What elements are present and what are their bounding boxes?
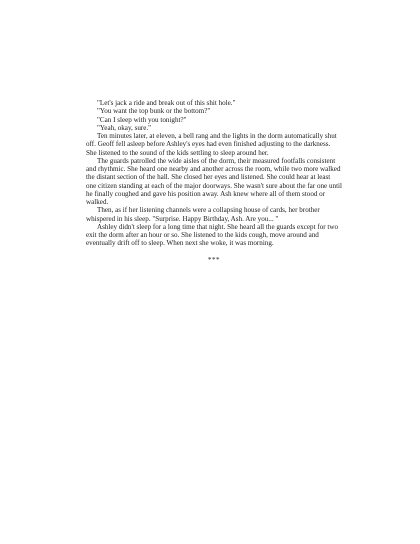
section-separator: *** <box>207 255 221 264</box>
paragraph-8: Ashley didn't sleep for a long time that night. She heard all the guards except for two exit the dorm after an hour or so. She listened to the kids cough, move around and eventually drift off to sleep. When next she woke, it was morning. <box>86 222 339 248</box>
paragraph-1: "Let's jack a ride and break out of this shit hole." <box>97 99 236 107</box>
paragraph-2: "You want the top bunk or the bottom?" <box>97 107 211 116</box>
paragraph-7: Then, as if her listening channels were a collapsing house of cards, her brother whispered in his sleep. "Surprise. Happy Birthday, Ash. Are you... " <box>86 206 320 223</box>
paragraph-4: "Yeah, okay, sure." <box>97 123 152 132</box>
paragraph-5: Ten minutes later, at eleven, a bell rang and the lights in the dorm automatically shut off. Geoff fell asleep before Ashley's eyes had even finished adjusting to the darkness. She listened to the sound of the kids settling to sleep around her. <box>86 132 337 157</box>
body-text <box>86 99 342 264</box>
paragraph-6: The guards patrolled the wide aisles of the dorm, their measured footfalls consistent and rhythmic. She heard one nearby and another across the room, while two more walked the distant section of the hall. She closed her eyes and listened. She could hear at least one citizen standing at each of the major doorways. She wasn't sure about the far one until he finally coughed and gave his position away. Ash knew where all of them stood or walked. <box>86 156 342 206</box>
paragraph-3: "Can I sleep with you tonight?" <box>97 115 187 124</box>
